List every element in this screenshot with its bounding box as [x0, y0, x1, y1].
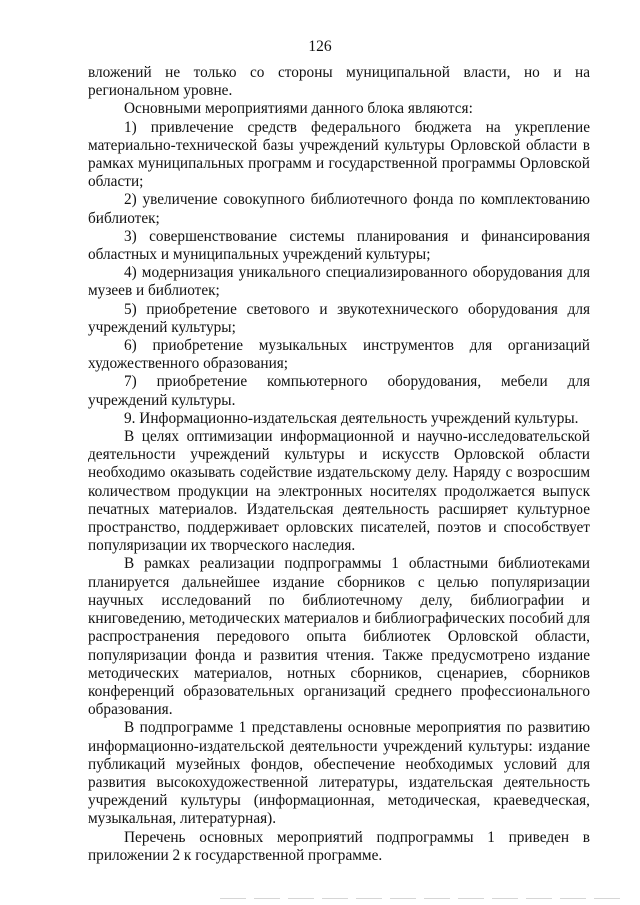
document-body: [88, 64, 590, 865]
footer-stamp-line: [220, 898, 620, 899]
paragraph-subprogram-libraries: В рамках реализации подпрограммы 1 областными библиотеками планируется дальнейшее издание сборников с целью популяризации научных исследований по библиотечному делу, библиографии и книговедению, методических материалов и библиографических пособий для распространения передового опыта библиотек Орловской области, популяризации фонда и развития чтения. Также предусмотрено издание методических материалов, нотных сборников, сценариев, сборников конференций образовательных организаций среднего профессионального образования.: [88, 555, 590, 719]
paragraph-subprogram-activities: В подпрограмме 1 представлены основные мероприятия по развитию информационно-издательской деятельности учреждений культуры: издание публикаций музейных фондов, обеспечение необходимых условий для развития высокохудожественной литературы, издательская деятельность учреждений культуры (информационная, методическая, краеведческая, музыкальная, литературная).: [88, 719, 590, 828]
section-heading-9: 9. Информационно-издательская деятельность учреждений культуры.: [124, 409, 579, 427]
paragraph-appendix-reference: Перечень основных мероприятий подпрограммы 1 приведен в приложении 2 к государственной программе.: [88, 828, 590, 864]
list-item-2: 2) увеличение совокупного библиотечного фонда по комплектованию библиотек;: [88, 191, 590, 227]
list-item-6: 6) приобретение музыкальных инструментов для организаций художественного образования;: [88, 337, 590, 373]
paragraph-list-heading: Основными мероприятиями данного блока являются:: [124, 100, 473, 118]
list-item-1: 1) привлечение средств федерального бюджета на укрепление материально-технической базы учреждений культуры Орловской области в рамках муниципальных программ и государственной программы Орловской области;: [88, 118, 590, 191]
list-item-4: 4) модернизация уникального специализированного оборудования для музеев и библиотек;: [88, 264, 590, 300]
paragraph-optimization: В целях оптимизации информационной и научно-исследовательской деятельности учреждений культуры и искусств Орловской области необходимо оказывать содействие издательскому делу. Наряду с возросшим количеством продукции на электронных носителях продолжается выпуск печатных материалов. Издательская деятельность расширяет культурное пространство, поддерживает орловских писателей, поэтов и способствует популяризации их творческого наследия.: [88, 428, 590, 555]
page-number: 126: [308, 38, 332, 55]
list-item-3: 3) совершенствование системы планирования и финансирования областных и муниципальных учреждений культуры;: [88, 227, 590, 264]
paragraph-intro: вложений не только со стороны муниципальной власти, но и на региональном уровне.: [88, 64, 590, 100]
list-item-5: 5) приобретение светового и звукотехнического оборудования для учреждений культуры;: [88, 300, 590, 336]
list-item-7: 7) приобретение компьютерного оборудования, мебели для учреждений культуры.: [88, 373, 590, 409]
